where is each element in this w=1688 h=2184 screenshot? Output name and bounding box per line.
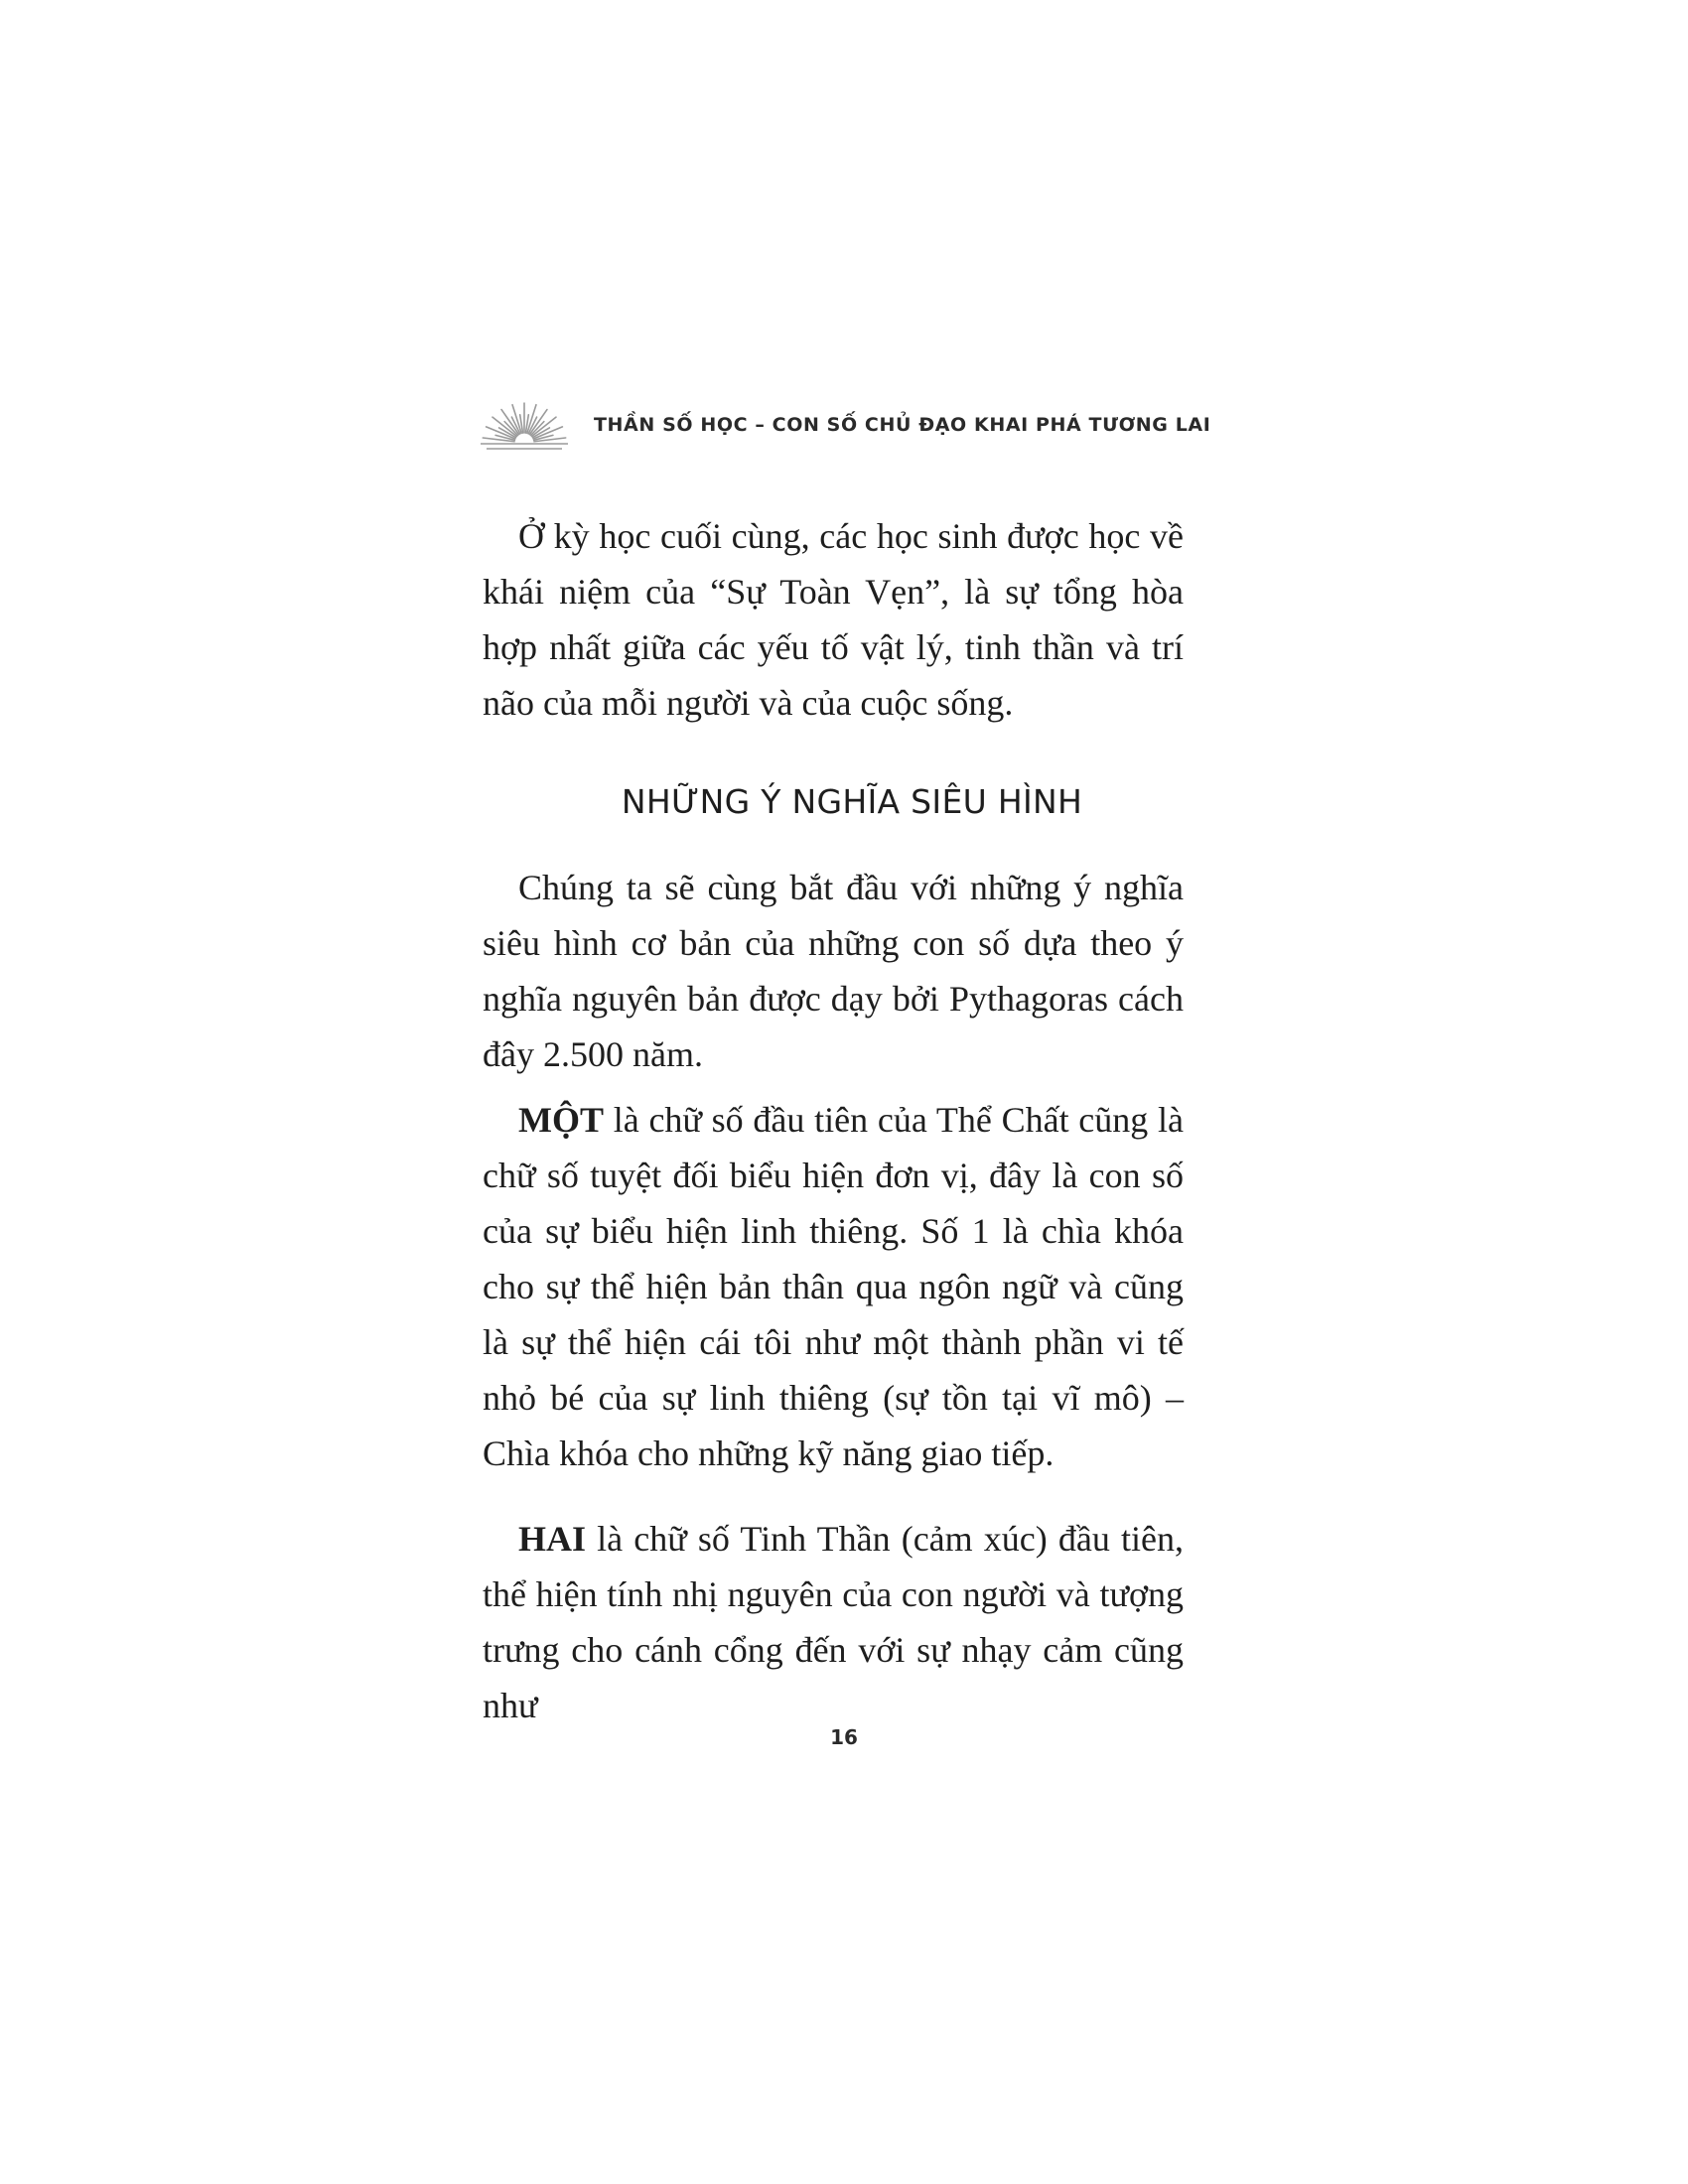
paragraph-number-one-text: là chữ số đầu tiên của Thể Chất cũng là chữ số tuyệt đối biểu hiện đơn vị, đây là con số của sự biểu hiện linh thiêng. Số 1 là chìa khóa cho sự thể hiện bản thân qua ngôn ngữ và cũng là sự thể hiện cái tôi như một thành phần vi tế nhỏ bé của sự linh thiêng (sự tồn tại vĩ mô) – Chìa khóa cho những kỹ năng giao tiếp. <box>483 1100 1184 1473</box>
term-two: HAI <box>518 1519 587 1559</box>
paragraph-number-two <box>483 1511 1184 1733</box>
page-number: 16 <box>830 1725 858 1749</box>
running-header-title: THẦN SỐ HỌC – CON SỐ CHỦ ĐẠO KHAI PHÁ TƯƠNG LAI <box>594 414 1211 436</box>
rising-sun-icon <box>477 397 572 453</box>
running-header <box>477 395 1231 455</box>
paragraph-number-two-text: là chữ số Tinh Thần (cảm xúc) đầu tiên, thể hiện tính nhị nguyên của con người và tượng trưng cho cánh cổng đến với sự nhạy cảm cũng như <box>483 1519 1184 1725</box>
paragraph-number-one <box>483 1092 1184 1481</box>
section-heading: NHỮNG Ý NGHĨA SIÊU HÌNH <box>621 782 1083 821</box>
term-one: MỘT <box>518 1100 604 1140</box>
paragraph-intro: Chúng ta sẽ cùng bắt đầu với những ý nghĩa siêu hình cơ bản của những con số dựa theo ý nghĩa nguyên bản được dạy bởi Pythagoras cách đây 2.500 năm. <box>483 868 1184 1074</box>
paragraph-wholeness: Ở kỳ học cuối cùng, các học sinh được học về khái niệm của “Sự Toàn Vẹn”, là sự tổng hòa hợp nhất giữa các yếu tố vật lý, tinh thần và trí não của mỗi người và của cuộc sống. <box>483 516 1184 723</box>
